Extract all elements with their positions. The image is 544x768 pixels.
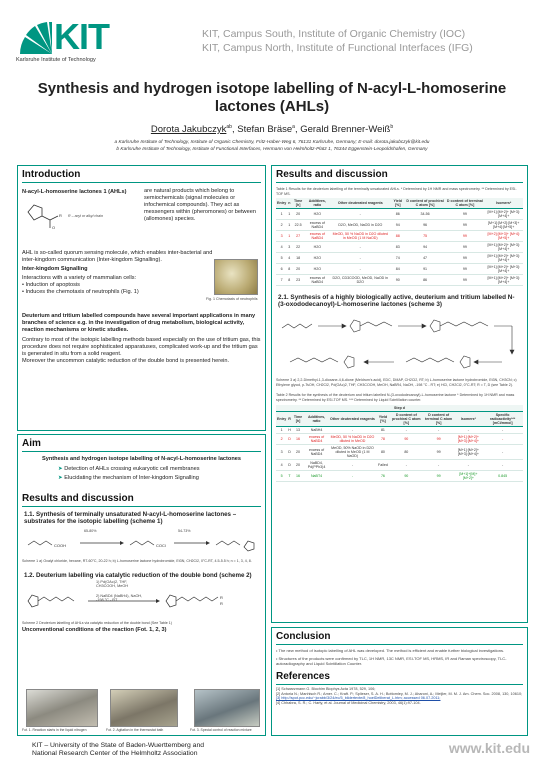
table-2-header: Entry [276, 411, 287, 426]
svg-text:R: R [59, 213, 62, 218]
table-cell: 99 [423, 433, 455, 444]
table-cell: 96 [405, 220, 446, 231]
table-cell: H2O [305, 242, 330, 253]
table-cell: 86 [391, 209, 405, 220]
table-1-header: Yield [%] [391, 198, 405, 209]
table-1-header: Additives, ratio [305, 198, 330, 209]
table-cell: 18 [291, 253, 304, 264]
svg-text:R: R [220, 600, 223, 606]
iks-item-2-text: Induces the chemotaxis of neutrophils (Fig. 1) [25, 289, 139, 295]
author-3-mark: b [390, 124, 394, 130]
table-2-header: R [287, 411, 292, 426]
fig1-caption: Fig. 1 Chemotaxis of neutrophils [206, 297, 258, 301]
introduction-panel [17, 165, 266, 431]
iks-heading: Inter-kingdom Signalling [22, 266, 88, 272]
table-cell: D2O, MeOD, NaOD in D2O [330, 220, 391, 231]
table-cell: Failed [376, 459, 390, 470]
scheme-3 [272, 308, 527, 378]
table-1-body [276, 209, 523, 286]
table-cell: 20 [291, 209, 304, 220]
scheme-2-cond-1: 1) Pd(OAc)2, THF, [96, 579, 128, 584]
table-cell: excess of NaBD4 [305, 220, 330, 231]
table-cell: 90 [391, 275, 405, 286]
table-cell: 1 [287, 231, 291, 242]
results-sub-1-1: 1.1. Synthesis of terminally unsaturated N-acyl-L-homoserine lactones – substrates for the isotopic labelling (scheme 1) [24, 511, 237, 525]
table-cell: 78 [376, 433, 390, 444]
title-line-1: Synthesis and hydrogen isotope labelling of N-acyl-L-homoserine [37, 80, 507, 97]
table-row [276, 470, 523, 481]
table-cell: 76 [376, 470, 390, 481]
table-cell: - [482, 459, 523, 470]
table-cell: [M+1]:[M+2]+ [M+3]:[M+4]+ [484, 209, 523, 220]
reference-list [272, 685, 527, 705]
table-cell: excess of NaBD4 [304, 444, 329, 459]
table-cell: 90 [390, 433, 423, 444]
table-cell: 20 [292, 459, 304, 470]
reference-1: [1] Schwarzmann G. Biochim Biophys Acta 1978, 529, 106; [276, 687, 376, 691]
table-row [276, 444, 523, 459]
table-row [276, 253, 523, 264]
table-2-header: Other deuterated reagents [329, 411, 376, 426]
table-cell: D2O, CD3COOD, MeOD, NaOD in D2O [330, 275, 391, 286]
photo-3-caption: Fot. 3. Special control of reaction mixture [190, 728, 252, 732]
table-cell: 4 [276, 242, 287, 253]
aim-bullet-2: ➤ Elucidating the mechanism of Inter-kingdom Signalling [58, 475, 199, 481]
table-cell: T [287, 470, 292, 481]
scheme-2-cond-3: 2) NaBD4 (NaBH4), NaOH, [96, 593, 143, 598]
quorum-sensing-text: AHL is so-called quorum sensing molecule, which enables inter-bacterial and inter-kingdom communication (Inter-kingdom Signalling). [22, 250, 213, 263]
table-cell: [M+1]:[M+2]+ [M+3]:[M+4]+ [484, 253, 523, 264]
intro-para-2: Contrary to most of the isotopic labelling methods based especially on the use of tritium gas, this procedure does not require sophisticated apparatuses, complicated work-up and the tritium gas is generated in situ from a solid reagent. [22, 337, 261, 357]
logo-subtitle: Karlsruhe Institute of Technology [16, 57, 96, 63]
table-cell: [M+1]:[M+2]:[M+3]+ [M+4]:[M+5]+ [484, 220, 523, 231]
scheme-2-cond-4: -198 °C - RT [96, 598, 118, 603]
table-cell: [M+1]:[M+2]+ [M+3]:[M+4]+ [484, 264, 523, 275]
table-cell: 75 [405, 231, 446, 242]
table-1-header: D content of terminal C atom [%] [446, 199, 483, 208]
intro-para-1 [18, 311, 265, 334]
table-cell: H2O [305, 264, 330, 275]
table-cell: [M+1]+[M]+ [M+2]+ [454, 470, 482, 481]
table-cell: - [329, 470, 376, 481]
table-cell: 22.5 [291, 220, 304, 231]
table-2-body [276, 426, 523, 481]
footer-line-1: KIT – University of the State of Baden-Wuerttemberg and [32, 742, 205, 749]
table-cell: excess of NaBD4 [305, 275, 330, 286]
table-cell: 90 [390, 470, 423, 481]
table-cell: 23 [291, 275, 304, 286]
author-list: Dorota Jakubczyk$^{ab}$, Stefan Bräse$^a$, Gerald Brenner-Weiß$^b$ [150, 124, 394, 136]
table-2-header-row [276, 411, 523, 426]
table-cell: 2 [276, 433, 287, 444]
author-2: Stefan Bräse [237, 124, 293, 136]
table-cell: - [330, 253, 391, 264]
photo-2-caption: Fot. 2. Agitation in the thermostat bath [106, 728, 164, 732]
references-heading: References [276, 671, 330, 682]
conclusion-item-2: • Structures of the products were confirmed by TLC, 1H NMR, 13C NMR, ESI-TOF MS, HRMS, IR and Raman spectroscopy, TLC-autoradiography and Liquid Scintillation Counter. [276, 656, 507, 666]
table-cell: NaBT4 [304, 470, 329, 481]
campus-lines [202, 27, 473, 55]
conclusion-panel [271, 627, 528, 736]
results-left-heading: Results and discussion [22, 493, 134, 504]
iks-item-1-text: Induction of apoptosis [25, 282, 80, 288]
table-cell: - [454, 459, 482, 470]
table-cell: - [390, 459, 423, 470]
table-2-header: Yield [%] [376, 411, 390, 426]
table-cell: 99 [445, 253, 484, 264]
photo-1 [26, 689, 98, 727]
scheme-1-caption: Scheme 1 a) Oxalyl chloride, hexane, RT-60°C, 20-22 h; b) L-homoserine lactone hydrobromide, Et3N, CH2Cl2, 0°C-RT, 4.5-5.5 h; n = 1, 3, 4, 8. [22, 559, 252, 563]
svg-text:O: O [52, 225, 56, 230]
photo-1-caption: Fot. 1. Reaction starts in the liquid nitrogen [22, 728, 87, 732]
campus-line-2: KIT, Campus North, Institute of Functional Interfaces (IFG) [202, 42, 473, 54]
table-cell: 4 [287, 253, 291, 264]
svg-text:COOH: COOH [54, 543, 66, 548]
table-1-header: D content of prochiral C atom [%] [406, 199, 444, 208]
table-cell: 99 [423, 444, 455, 459]
table-1 [276, 198, 523, 286]
table-row [276, 433, 523, 444]
table-cell: - [482, 426, 523, 433]
intro-para-3: Moreover the uncommon catalytic reduction of the double bond is presented herein. [22, 358, 230, 364]
table-cell: excess of NaBD4 [304, 433, 329, 444]
footer-text [32, 742, 204, 758]
table-1-header: Isomers* [484, 198, 523, 209]
scheme-2-caption: Scheme 2 Deuterium labelling of AHLs via catalytic reduction of the double bond (See Table 1) [22, 620, 172, 625]
table-2-header: Time [h] [292, 411, 304, 426]
campus-line-1: KIT, Campus South, Institute of Organic Chemistry (IOC) [202, 28, 466, 40]
table-cell: 8 [287, 275, 291, 286]
conclusion-item-2-text: Structures of the products were confirmed by TLC, 1H NMR, 13C NMR, ESI-TOF MS, HRMS, IR and Raman spectroscopy, TLC-autoradiography and Liquid Scintillation Counter. [276, 656, 507, 666]
author-2-mark: a [292, 124, 295, 130]
results-right-panel [271, 165, 528, 623]
table-cell: 99 [445, 231, 484, 242]
aim-bullet-1: ➤ Detection of AHLs crossing eukaryotic cell membranes [58, 466, 200, 472]
table-row [276, 209, 523, 220]
table-cell: - [482, 433, 523, 444]
affiliations [24, 140, 520, 153]
table-2-stepd-label: Step d [276, 405, 523, 412]
table-cell: 8 [287, 264, 291, 275]
aim-bullet-1-text: Detection of AHLs crossing eukaryotic cell membranes [64, 466, 200, 472]
iks-intro: Interactions with a variety of mammalian cells: [22, 275, 137, 281]
table-cell: 4 [276, 459, 287, 470]
scheme-1-yield-1: 65-80% [84, 529, 97, 533]
table-row [276, 242, 523, 253]
conclusion-heading: Conclusion [276, 631, 331, 642]
table-cell: - [482, 444, 523, 459]
table-cell: 13 [292, 426, 304, 433]
results-right-heading: Results and discussion [276, 169, 388, 180]
table-cell: [M+1]:[M+2]+ [M+3]:[M+4]+ [454, 433, 482, 444]
table-cell: 1 [276, 209, 287, 220]
table-cell: [M+1]:[M+2]+ [M+3]:[M+4]+ [454, 444, 482, 459]
table-2-header: D content of prochiral C atom [%] [390, 411, 423, 426]
table-cell: H2O [305, 253, 330, 264]
table-cell: 80 [390, 444, 423, 459]
kit-logo [16, 18, 122, 64]
intro-para-1-text: Deuterium and tritium labelled compounds have several important applications in many branches of science e.g. in the investigation of drug metabolism, biological activity, reaction mechanisms or kinetic studies. [22, 313, 256, 333]
scheme-1-yield-2: 54-73% [178, 529, 191, 533]
table-cell: 99 [423, 470, 455, 481]
table-2-header: D content of terminal C atom [%] [423, 411, 455, 426]
table-cell: - [454, 426, 482, 433]
table-cell: 99 [445, 264, 484, 275]
table-cell: 80 [376, 444, 390, 459]
table-cell: - [330, 209, 391, 220]
table-2-caption: Table 2 Results for the synthesis of the deuterium and tritium labelled N-(3-oxododecanoyl)-L-homoserine lactone * Determined by 1H NMR and mass spectrometry. ** Determined by ESI-TOF MS. *** Determined by Liquid Scintillation counter. [276, 393, 515, 402]
table-cell: 47 [405, 253, 446, 264]
table-cell: 5 [276, 470, 287, 481]
table-cell: excess of NaBD4 [305, 231, 330, 242]
author-1: Dorota Jakubczyk [150, 124, 227, 136]
table-cell: [M+1]:[M+2]+ [M+3]:[M+4]+ [484, 242, 523, 253]
aim-bullets [18, 463, 265, 482]
footer-line-2: National Research Center of the Helmholtz Association [32, 750, 198, 757]
table-row [276, 264, 523, 275]
table-row [276, 220, 523, 231]
table-cell: D [287, 433, 292, 444]
table-cell: [M+2]:[M+3]+ [M+4]:[M+5]+ [484, 231, 523, 242]
poster-header [0, 0, 544, 68]
results-sub-2-1: 2.1. Synthesis of a highly biologically active, deuterium and tritium labelled N-(3-oxododecanoyl)-L-homoserine lactones (scheme 3) [278, 294, 515, 309]
poster-title [24, 80, 520, 116]
conclusion-item-1-text: The new method of isotopic labelling of AHL was developed. The method is efficient and enable further biological investigations. [278, 648, 505, 653]
aim-results-panel [17, 434, 266, 736]
table-2-header: Additives, ratio [304, 411, 329, 426]
author-1-mark: ab [226, 124, 232, 130]
iks-item-1: • Induction of apoptosis [22, 282, 80, 288]
table-cell: [M+1]:[M+2]+ [M+3]:[M+4]+ [484, 275, 523, 286]
table-cell: - [423, 459, 455, 470]
table-cell: MeOD, 50 % NaOD in D2O diluted in MeOD (1 M NaOD) [330, 231, 391, 242]
intro-lead-bold: N-acyl-L-homoserine lactones 1 (AHLs) [22, 189, 127, 195]
table-row [276, 426, 523, 433]
table-cell: H [288, 427, 291, 432]
table-cell: - [329, 426, 376, 433]
title-line-2: lactones (AHLs) [214, 98, 330, 115]
introduction-heading: Introduction [22, 169, 81, 180]
table-cell: 99 [445, 209, 484, 220]
table-cell: 27 [291, 231, 304, 242]
table-cell: 1 [276, 426, 287, 433]
table-cell: - [330, 264, 391, 275]
table-cell: 20 [292, 444, 304, 459]
table-cell: - [423, 426, 455, 433]
table-cell: 83 [391, 242, 405, 253]
table-cell: 5 [276, 253, 287, 264]
table-cell: 3 [287, 242, 291, 253]
iks-list [22, 275, 197, 296]
scheme-3-caption: Scheme 3 a) 2,2-Dimethyl-1,3-dioxane-4,6-dione (Meldrum's acid), EDC, DMAP, CH2Cl2, RT; b) L-homoserine lactone hydrobromide, Et3N, CH3CN; c) Ethylene glycol, p-TsOH, CH2Cl2, Pd(OAc)2, THF, CH3COOH, MeOH, NaBR4, NaOH, -198 °C - RT; e) HCl, CH2Cl2, 0°C-RT; R = T, D (see Table 2). [276, 378, 517, 387]
table-cell: D [287, 459, 292, 470]
kit-logo-fan-icon [16, 20, 54, 54]
table-cell: 86 [405, 275, 446, 286]
table-cell: 0.845 [482, 470, 523, 481]
logo-wordmark: KIT [54, 16, 109, 57]
reference-2: [2] Antoria N.; Manhisch R.; Amer. C.; Kraft. P.; Splieser, S. A. H.; Bottomley, M. J.; Aharoni, A.; Meijler, M. M. J. Am. Chem. Soc. 2008, 130, 10610; [276, 691, 523, 696]
table-2-header: Isomers* [454, 411, 482, 426]
svg-text:R: R [220, 594, 223, 600]
scheme-1-icon [22, 527, 262, 557]
iks-item-2: • Induces the chemotaxis of neutrophils (Fig. 1) [22, 289, 139, 295]
table-row [276, 459, 523, 470]
table-cell: 81 [376, 426, 390, 433]
table-cell: NaBD4, Pd(PPh3)4 [304, 459, 329, 470]
table-1-header: Entry [276, 198, 287, 209]
table-2 [276, 405, 523, 482]
table-cell: 91 [405, 264, 446, 275]
aim-heading: Aim [22, 438, 41, 449]
table-cell: 6 [276, 264, 287, 275]
table-cell: 16 [292, 433, 304, 444]
table-cell: MeOD, 50% NaOD in D2O diluted in MeOD (1 M NaOD) [329, 444, 376, 459]
table-cell: - [329, 459, 376, 470]
table-cell: 99 [445, 275, 484, 286]
table-cell: D [287, 444, 292, 459]
table-cell: 22 [291, 242, 304, 253]
author-3: Gerald Brenner-Weiß [300, 124, 391, 136]
table-cell: MeOD, 50 % NaOD in D2O diluted in MeOD [330, 434, 375, 443]
table-cell: 99 [445, 220, 484, 231]
table-cell: 99 [445, 242, 484, 253]
table-row [276, 231, 523, 242]
table-cell: 74 [391, 253, 405, 264]
reference-4: [4] Chhabra, S. R.; C. Harty, et al. Journal of Medicinal Chemistry, 2003, 46(1):97-104. [276, 700, 421, 705]
table-1-header-row [276, 198, 523, 209]
table-1-header: Time [h] [291, 198, 304, 209]
table-cell: 1 [287, 220, 291, 231]
svg-text:COCl: COCl [156, 543, 166, 548]
table-cell: 88 [391, 231, 405, 242]
unconventional-conditions: Unconventional conditions of the reaction (Fot. 1, 2, 3) [22, 627, 167, 634]
table-1-header: Other deuterated reagents [330, 198, 391, 209]
table-cell: 3 [276, 231, 287, 242]
scheme-2-conditions [96, 580, 142, 603]
table-1-caption: Table 1 Results for the deuterium labelling of the terminally unsaturated AHLs. * Determined by 1H NMR and mass spectrometry. ** Determined by ESI-TOF MS. [276, 187, 517, 196]
table-row [276, 275, 523, 286]
reference-3[interactable]: [3] http://spot.pcc.edu/~jcrabb/3/24/ec/5_bildertexte/8_hoelDeliberat_L.htm; accessed 06.07.2011; [276, 696, 441, 701]
photo-3 [194, 689, 260, 727]
table-cell: 94 [391, 220, 405, 231]
conclusion-item-1: • The new method of isotopic labelling of AHL was developed. The method is efficient and enable further biological investigations. [276, 648, 505, 653]
table-cell: 1 [287, 209, 291, 220]
table-cell: 7 [276, 275, 287, 286]
table-2-header: Specific radioactivity*** [mCi/mmol] [482, 411, 523, 426]
scheme-3-icon [276, 310, 524, 378]
table-1-header: n [287, 198, 291, 209]
footer-url[interactable]: www.kit.edu [448, 740, 530, 756]
table-cell: - [390, 426, 423, 433]
table-cell: H2O [305, 209, 330, 220]
results-sub-1-2: 1.2. Deuterium labelling via catalytic reduction of the double bond (scheme 2) [24, 571, 252, 579]
scheme-2-cond-2: CH3COOH, MeOH [96, 584, 129, 589]
table-cell: 34-56 [405, 209, 446, 220]
affiliation-a: a Karlsruhe Institute of Technology, Institute of Organic Chemistry, Fritz-Haber-Weg 6, 76131 Karlsruhe, Germany; E-mail: dorota.jakubczyk@kit.edu [114, 140, 430, 145]
neutrophil-image [214, 259, 258, 295]
aim-bold-line: Synthesis and hydrogen isotope labelling of N-acyl-L-homoserine lactones [42, 456, 241, 462]
table-cell: NaBH4 [304, 426, 329, 433]
affiliation-b: b Karlsruhe Institute of Technology, Institute of Functional Interfaces, Hermann von Helmholtz-Platz 1, 76344 Eggenstein-Leopoldshafen, Germany [116, 146, 428, 152]
ahl-structure-icon [24, 198, 66, 234]
table-cell: 94 [405, 242, 446, 253]
table-cell: 16 [292, 470, 304, 481]
photo-2 [110, 689, 178, 727]
scheme-1 [18, 525, 265, 559]
table-cell: - [330, 242, 391, 253]
table-cell: 3 [276, 444, 287, 459]
scheme-2 [18, 579, 265, 621]
table-cell: 2 [276, 220, 287, 231]
r-group-label: R – acyl or alkyl chain [68, 214, 103, 218]
aim-bullet-2-text: Elucidating the mechanism of Inter-kingdom Signalling [64, 475, 199, 481]
table-cell: 20 [291, 264, 304, 275]
table-cell: 84 [391, 264, 405, 275]
intro-lead-rest: are natural products which belong to semiochemicals (signal molecules or infochemical compounds). They act as messengers within (pheromones) or between (allomones) species. [144, 188, 256, 222]
